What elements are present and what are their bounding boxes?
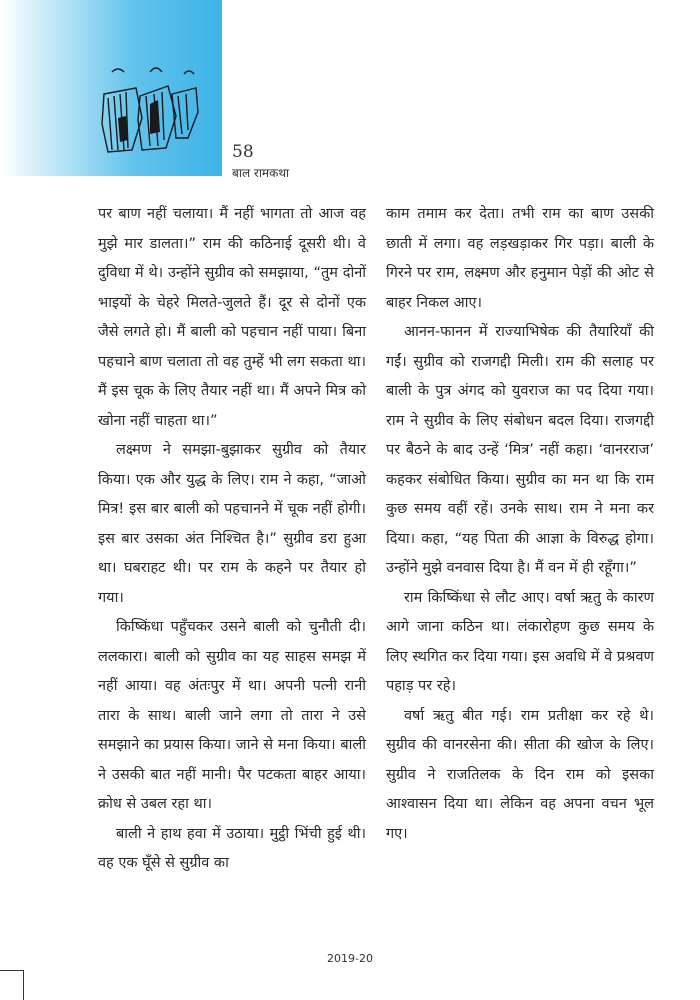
paragraph: वर्षा ऋतु बीत गई। राम प्रतीक्षा कर रहे थे। सुग्रीव की वानरसेना की। सीता की खोज के लिए। सुग्रीव ने राजतिलक के दिन राम को इसका आश्वासन दिया था। लेकिन वह अपना वचन भूल गए। — [386, 707, 654, 842]
crop-mark-bottom-vertical — [23, 970, 24, 1000]
paragraph: राम किष्किंधा से लौट आए। वर्षा ऋतु के कारण आगे जाना कठिन था। लंकारोहण कुछ समय के लिए स्थगित कर दिया गया। इस अवधि में वे प्रश्रवण पहाड़ पर रहे। — [386, 589, 654, 694]
paragraph: बाली ने हाथ हवा में उठाया। मुट्ठी भिंची हुई थी। वह एक घूँसे से सुग्रीव का — [98, 825, 366, 871]
paragraph: आनन-फानन में राज्याभिषेक की तैयारियाँ की गईं। सुग्रीव को राजगद्दी मिली। राम की सलाह पर बाली के पुत्र अंगद को युवराज का पद दिया गया। राम ने सुग्रीव के लिए संबोधन बदल दिया। राजगद्दी पर बैठने के बाद उन्हें ‘मित्र’ नहीं कहा। ‘वानरराज’ कहकर संबोधित किया। सुग्रीव का मन था कि राम कुछ समय वहीं रहें। उनके साथ। राम ने मना कर दिया। कहा, “यह पिता की आज्ञा के विरुद्ध होगा। उन्होंने मुझे वनवास दिया है। मैं वन में ही रहूँगा।” — [386, 324, 654, 576]
paragraph: किष्किंधा पहुँचकर उसने बाली को चुनौती दी। ललकारा। बाली को सुग्रीव का यह साहस समझ में नहीं आया। वह अंतःपुर में था। अपनी पत्नी रानी तारा के साथ। बाली जाने लगा तो तारा ने उसे समझाने का प्रयास किया। जाने से मना किया। बाली ने उसकी बात नहीं मानी। पैर पटकता बाहर आया। क्रोध से उबल रहा था। — [98, 619, 366, 812]
paragraph: पर बाण नहीं चलाया। मैं नहीं भागता तो आज वह मुझे मार डालता।” राम की कठिनाई दूसरी थी। वे दुविधा में थे। उन्होंने सुग्रीव को समझाया, “तुम दोनों भाइयों के चेहरे मिलते-जुलते हैं। दूर से दोनों एक जैसे लगते हो। मैं बाली को पहचान नहीं पाया। बिना पहचाने बाण चलाता तो वह तुम्हें भी लग सकता था। मैं इस चूक के लिए तैयार नहीं था। मैं अपने मित्र को खोना नहीं चाहता था।” — [98, 206, 366, 429]
crop-mark-bottom-horizontal — [0, 970, 23, 971]
header-illustration — [0, 0, 222, 176]
footer-year: 2019-20 — [327, 952, 373, 965]
page-number: 58 — [232, 142, 254, 162]
paragraph: लक्ष्मण ने समझा-बुझाकर सुग्रीव को तैयार किया। एक और युद्ध के लिए। राम ने कहा, “जाओ मित्र! इस बार बाली को पहचानने में चूक नहीं होगी। इस बार उसका अंत निश्चित है।” सुग्रीव डरा हुआ था। घबराहट थी। पर राम के कहने पर तैयार हो गया। — [98, 442, 366, 606]
figures-sketch-icon — [0, 0, 222, 176]
running-title: बाल रामकथा — [232, 166, 290, 180]
left-column — [98, 200, 366, 879]
paragraph: काम तमाम कर देता। तभी राम का बाण उसकी छाती में लगा। वह लड़खड़ाकर गिर पड़ा। बाली के गिरने पर राम, लक्ष्मण और हनुमान पेड़ों की ओट से बाहर निकल आए। — [386, 206, 654, 311]
right-column — [386, 200, 654, 849]
